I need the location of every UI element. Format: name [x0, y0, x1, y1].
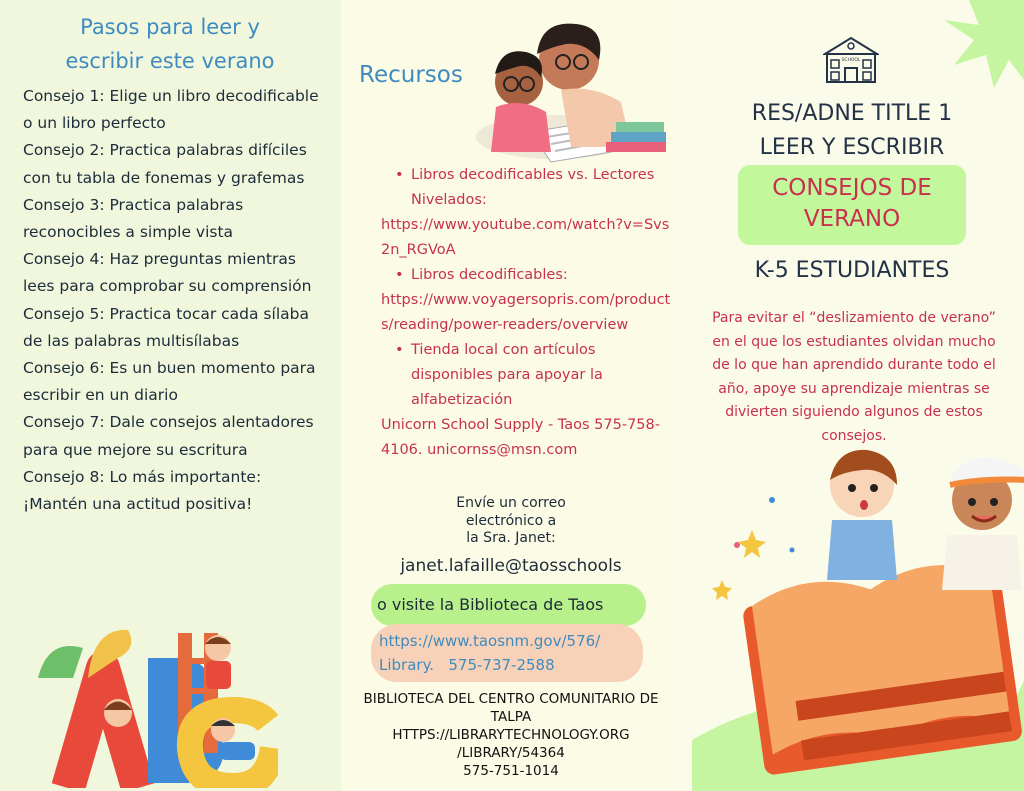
talpa-link[interactable]: /LIBRARY/54364	[457, 745, 565, 761]
talpa-line: TALPA	[490, 709, 532, 725]
tip-7: Consejo 7: Dale consejos alentadores para que mejore su escritura	[23, 413, 314, 459]
library-contact-pill	[371, 624, 643, 682]
tip-6: Consejo 6: Es un buen momento para escribir en un diario	[23, 359, 316, 405]
library-url-link[interactable]: https://www.taosnm.gov/576/	[379, 632, 601, 650]
talpa-library-info	[351, 690, 671, 780]
resource-item: • Libros decodificables vs. Lectores Nivelados:	[381, 163, 671, 213]
tip-4: Consejo 4: Haz preguntas mientras lees para comprobar su comprensión	[23, 250, 312, 296]
kids-reading-book-illustration	[692, 440, 1024, 791]
teacher-email-link[interactable]: janet.lafaille@taosschools	[400, 556, 622, 576]
tips-title-line2: escribir este verano	[65, 49, 275, 73]
resource-link[interactable]: https://www.youtube.com/watch?v=Svs2n_RGVoA	[381, 217, 670, 258]
resources-title: Recursos	[359, 62, 463, 88]
tips-list	[23, 83, 328, 518]
banner-line1: CONSEJOS DE	[772, 175, 932, 201]
tip-1: Consejo 1: Elige un libro decodificable o un libro perfecto	[23, 87, 319, 133]
resource-item: • Libros decodificables:	[381, 263, 671, 288]
tip-2: Consejo 2: Practica palabras difíciles con tu tabla de fonemas y grafemas	[23, 141, 307, 187]
store-contact: Unicorn School Supply - Taos 575-758-4106. unicornss@msn.com	[381, 417, 660, 458]
talpa-line: BIBLIOTECA DEL CENTRO COMUNITARIO DE	[363, 691, 659, 707]
email-intro-line: Envíe un correo	[456, 495, 566, 511]
program-title-line2: LEER Y ESCRIBIR	[759, 135, 945, 160]
tip-5: Consejo 5: Practica tocar cada sílaba de las palabras multisílabas	[23, 304, 309, 350]
resource-link[interactable]: https://www.voyagersopris.com/products/reading/power-readers/overview	[381, 292, 671, 333]
email-intro	[431, 495, 591, 548]
tips-title	[10, 10, 330, 78]
library-visit-pill: o visite la Biblioteca de Taos	[371, 584, 646, 626]
banner-line2: VERANO	[803, 206, 901, 232]
panel-tips	[0, 0, 341, 791]
school-building-icon	[823, 30, 879, 86]
grade-level-heading: K-5 ESTUDIANTES	[754, 258, 950, 283]
program-title-line1: RES/ADNE TITLE 1	[751, 101, 953, 126]
green-burst-decoration	[924, 0, 1024, 90]
panel-cover	[682, 0, 1024, 791]
panel-resources	[341, 0, 682, 791]
email-intro-line: la Sra. Janet:	[466, 530, 556, 546]
school-sign-text: SCHOOL	[841, 58, 861, 63]
children-studying-illustration	[471, 12, 681, 167]
talpa-phone: 575-751-1014	[463, 763, 559, 779]
library-phone: Library. 575-737-2588	[379, 656, 555, 674]
summer-tips-banner	[738, 165, 966, 245]
resources-list	[381, 163, 671, 463]
tips-title-line1: Pasos para leer y	[80, 15, 260, 39]
tip-3: Consejo 3: Practica palabras reconocibles a simple vista	[23, 195, 244, 242]
summer-slide-paragraph: Para evitar el “deslizamiento de verano” en el que los estudiantes olvidan mucho de lo que han aprendido durante todo el año, apoye su aprendizaje mientras se divierten siguiendo algunos de estos consejos.	[712, 310, 996, 444]
program-title	[712, 97, 992, 165]
talpa-link[interactable]: HTTPS://LIBRARYTECHNOLOGY.ORG	[392, 727, 630, 743]
email-intro-line: electrónico a	[465, 512, 557, 529]
tip-8: Consejo 8: Lo más importante: ¡Mantén una actitud positiva!	[23, 467, 262, 514]
resource-item: • Tienda local con artículos disponibles para apoyar la alfabetización	[381, 338, 671, 413]
abc-kids-illustration	[28, 618, 278, 788]
